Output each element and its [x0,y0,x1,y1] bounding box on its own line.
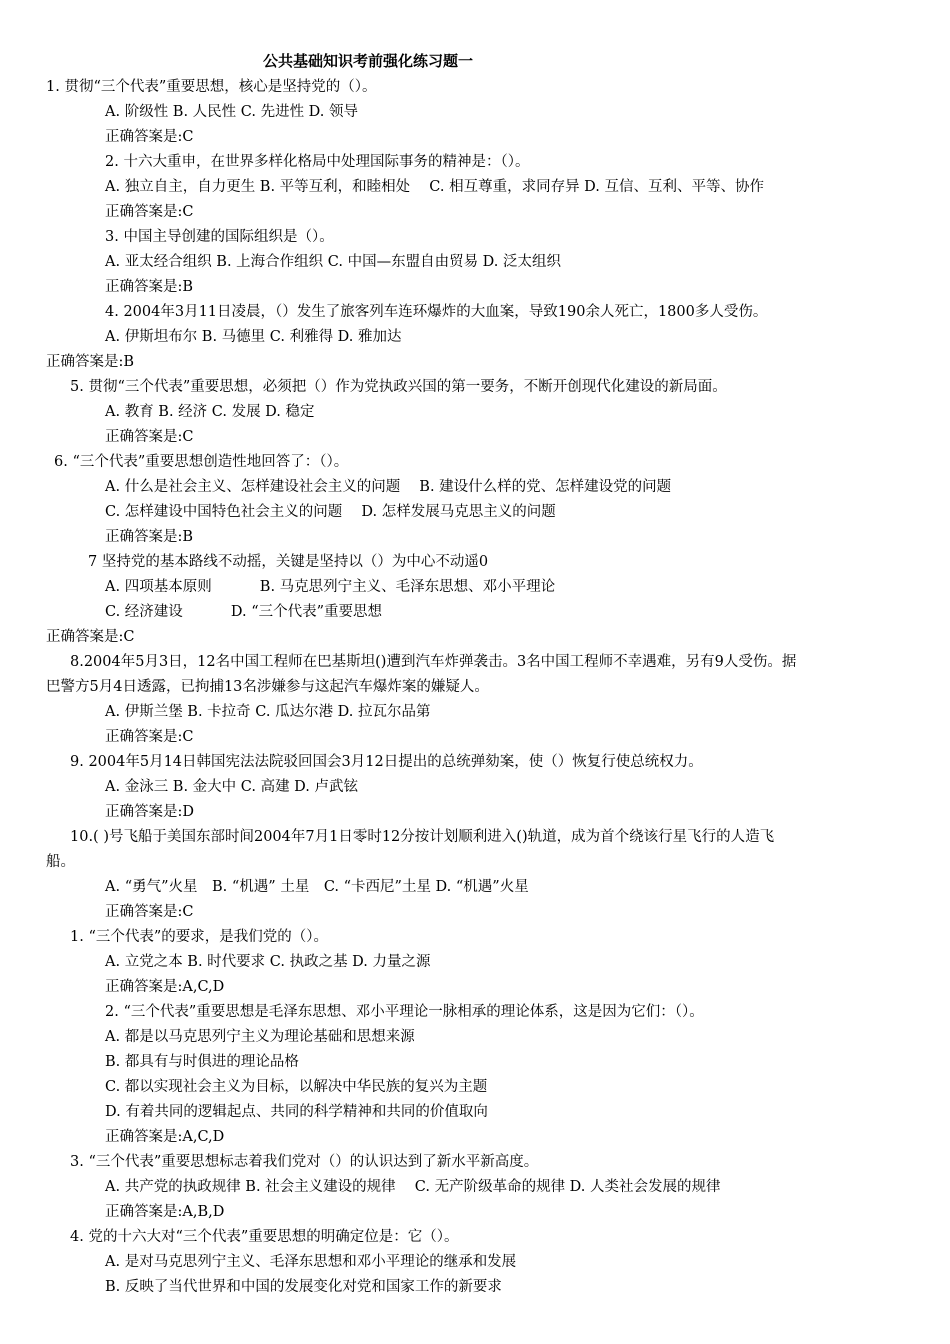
text-line: A. 伊斯兰堡 B. 卡拉奇 C. 瓜达尔港 D. 拉瓦尔品第 [105,704,431,720]
text-line: 正确答案是:C [105,904,194,920]
text-line: 正确答案是:A,B,D [105,1204,225,1220]
text-line: D. 有着共同的逻辑起点、共同的科学精神和共同的价值取向 [105,1104,488,1120]
text-line: A. 教育 B. 经济 C. 发展 D. 稳定 [105,404,315,420]
text-line: A. 什么是社会主义、怎样建设社会主义的问题 B. 建设什么样的党、怎样建设党的问题 [105,479,672,495]
text-line: 正确答案是:C [105,204,194,220]
text-line: 正确答案是:C [105,429,194,445]
text-line: 2. 十六大重申，在世界多样化格局中处理国际事务的精神是：（）。 [105,154,530,170]
text-line: 10.( )号飞船于美国东部时间2004年7月1日零时12分按计划顺利进入()轨道，成为首个绕该行星飞行的人造飞 [70,829,775,845]
text-line: C. 怎样建设中国特色社会主义的问题 D. 怎样发展马克思主义的问题 [105,504,556,520]
text-line: A. 亚太经合组织 B. 上海合作组织 C. 中国—东盟自由贸易 D. 泛太组织 [105,254,562,270]
text-line: C. 经济建设 D. “三个代表”重要思想 [105,604,383,620]
text-line: A. 独立自主，自力更生 B. 平等互利，和睦相处 C. 相互尊重，求同存异 D. 互信、互利、平等、协作 [105,179,765,195]
text-line: 7 坚持党的基本路线不动摇，关键是坚持以（）为中心不动遥0 [88,554,489,570]
text-line: 5. 贯彻“三个代表”重要思想，必须把（）作为党执政兴国的第一要务，不断开创现代化建设的新局面。 [70,379,727,395]
text-line: A. 是对马克思列宁主义、毛泽东思想和邓小平理论的继承和发展 [105,1254,517,1270]
text-line: A. “勇气”火星 B. “机遇” 土星 C. “卡西尼”土星 D. “机遇”火星 [105,879,529,895]
text-line: 船。 [46,854,75,870]
text-line: 1. “三个代表”的要求，是我们党的（）。 [70,929,329,945]
text-line: A. 阶级性 B. 人民性 C. 先进性 D. 领导 [105,104,359,120]
text-line: 正确答案是:C [105,129,194,145]
text-line: 正确答案是:A,C,D [105,979,225,995]
text-line: 3. 中国主导创建的国际组织是（）。 [105,229,334,245]
text-line: 3. “三个代表”重要思想标志着我们党对（）的认识达到了新水平新高度。 [70,1154,539,1170]
text-line: 正确答案是:B [105,279,194,295]
text-line: 4. 2004年3月11日凌晨，（）发生了旅客列车连环爆炸的大血案，导致190余人死亡，1800多人受伤。 [105,304,768,320]
text-line: A. 共产党的执政规律 B. 社会主义建设的规律 C. 无产阶级革命的规律 D. 人类社会发展的规律 [105,1179,721,1195]
text-line: 正确答案是:B [46,354,135,370]
text-line: 巴警方5月4日透露，已拘捕13名涉嫌参与这起汽车爆炸案的嫌疑人。 [46,679,489,695]
text-line: 9. 2004年5月14日韩国宪法法院驳回国会3月12日提出的总统弹劾案，使（）恢复行使总统权力。 [70,754,703,770]
text-line: A. 伊斯坦布尔 B. 马德里 C. 利雅得 D. 雅加达 [105,329,402,345]
page-title: 公共基础知识考前强化练习题一 [263,52,474,70]
text-line: C. 都以实现社会主义为目标，以解决中华民族的复兴为主题 [105,1079,488,1095]
text-line: A. 金泳三 B. 金大中 C. 高建 D. 卢武铉 [105,779,359,795]
text-line: 正确答案是:C [46,629,135,645]
text-line: 8.2004年5月3日，12名中国工程师在巴基斯坦()遭到汽车炸弹袭击。3名中国工程师不幸遇难，另有9人受伤。据 [70,654,797,670]
text-line: B. 反映了当代世界和中国的发展变化对党和国家工作的新要求 [105,1279,502,1295]
text-line: A. 都是以马克思列宁主义为理论基础和思想来源 [105,1029,415,1045]
text-line: B. 都具有与时俱进的理论品格 [105,1054,299,1070]
text-line: 1. 贯彻“三个代表”重要思想，核心是坚持党的（）。 [46,79,377,95]
text-line: A. 四项基本原则 B. 马克思列宁主义、毛泽东思想、邓小平理论 [105,579,556,595]
text-line: 2. “三个代表”重要思想是毛泽东思想、邓小平理论一脉相承的理论体系，这是因为它们：（）。 [105,1004,704,1020]
text-line: 6. “三个代表”重要思想创造性地回答了：（）。 [54,454,349,470]
text-line: 正确答案是:C [105,729,194,745]
text-line: A. 立党之本 B. 时代要求 C. 执政之基 D. 力量之源 [105,954,431,970]
text-line: 正确答案是:A,C,D [105,1129,225,1145]
text-line: 4. 党的十六大对“三个代表”重要思想的明确定位是：它（）。 [70,1229,459,1245]
text-line: 正确答案是:B [105,529,194,545]
text-line: 正确答案是:D [105,804,195,820]
